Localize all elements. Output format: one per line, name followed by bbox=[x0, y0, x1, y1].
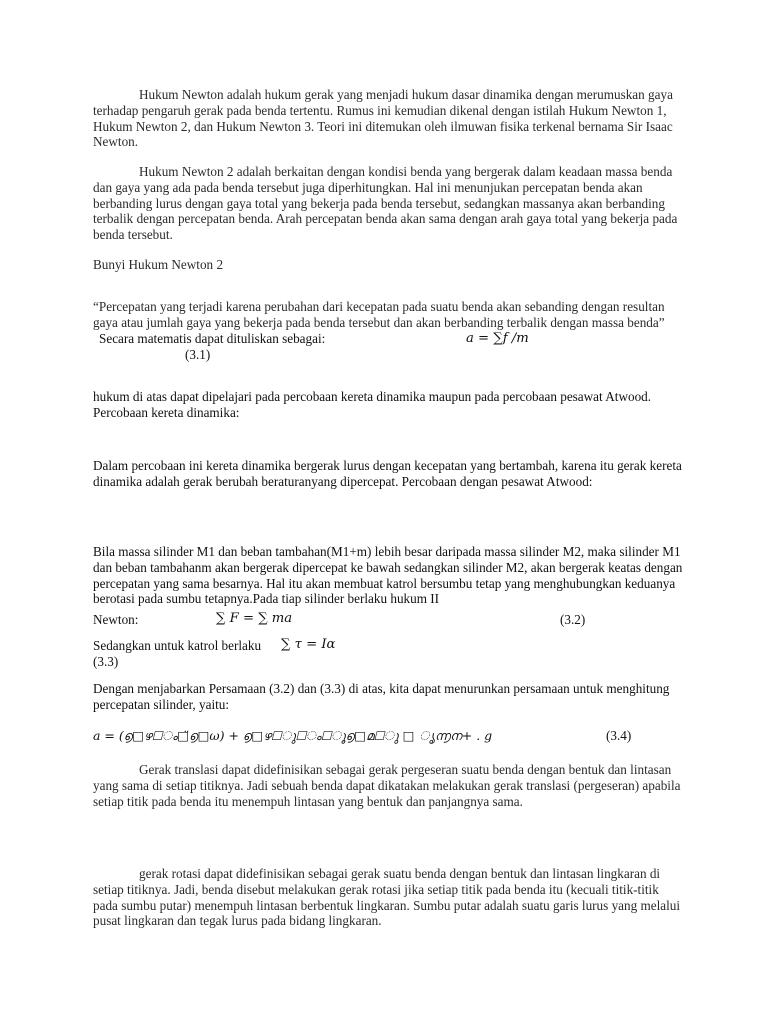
paragraph-kereta-dinamika: Dalam percobaan ini kereta dinamika bergerak lurus dengan kecepatan yang bertambah, karena itu gerak kereta dinamika adalah gerak berubah beraturanyang dipercepat. Percobaan dengan pesawat Atwood: bbox=[93, 458, 682, 489]
paragraph-hukum-newton-2: Hukum Newton 2 adalah berkaitan dengan kondisi benda yang bergerak dalam keadaan massa benda dan gaya yang ada pada benda tersebut juga diperhitungkan. Hal ini menunjukan percepatan benda akan berbanding lurus dengan gaya total yang bekerja pada benda tersebut, sedangkan massanya akan berbanding terbalik dengan percepatan benda. Arah percepatan benda akan sama dengan arah gaya total yang bekerja pada benda tersebut. bbox=[93, 164, 678, 243]
equation-3-1: a = ∑f /m bbox=[466, 331, 529, 346]
equation-3-3: ∑ τ = Iα bbox=[281, 637, 336, 652]
equation-3-1-number: (3.1) bbox=[185, 347, 211, 362]
katrol-label: Sedangkan untuk katrol berlaku bbox=[93, 638, 262, 653]
paragraph-percobaan: hukum di atas dapat dipelajari pada percobaan kereta dinamika maupun pada percobaan pesawat Atwood. Percobaan kereta dinamika: bbox=[93, 389, 652, 420]
paragraph-hukum-newton: Hukum Newton adalah hukum gerak yang menjadi hukum dasar dinamika dengan merumuskan gaya terhadap pengaruh gerak pada benda tertentu. Rumus ini kemudian dikenal dengan istilah Hukum Newton 1, Hukum Newton 2, dan Hukum Newton 3. Teori ini ditemukan oleh ilmuwan fisika terkenal bernama Sir Isaac Newton. bbox=[93, 87, 673, 150]
paragraph-gerak-translasi: Gerak translasi dapat didefinisikan sebagai gerak pergeseran suatu benda dengan bentuk dan lintasan yang sama di setiap titiknya. Jadi sebuah benda dapat dikatakan melakukan gerak translasi (pergeseran) apabila setiap titik pada benda itu menempuh lintasan yang bentuk dan panjangnya sama. bbox=[93, 762, 681, 809]
paragraph-silinder: Bila massa silinder M1 dan beban tambahan(M1+m) lebih besar daripada massa silinder M2, maka silinder M1 dan beban tambahanm akan bergerak dipercepat ke bawah sedangkan silinder M2, akan bergerak keatas dengan percepatan yang sama besarnya. Hal itu akan membuat katrol bersumbu tetap yang menghubungkan keduanya berotasi pada sumbu tetapnya.Pada tiap silinder berlaku hukum II bbox=[93, 544, 683, 607]
heading-bunyi-hukum: Bunyi Hukum Newton 2 bbox=[93, 257, 224, 272]
equation-3-4-number: (3.4) bbox=[606, 728, 632, 743]
quote-text: “Percepatan yang terjadi karena perubahan dari kecepatan pada suatu benda akan sebanding dengan resultan gaya atau jumlah gaya yang bekerja pada benda tersebut dan akan berbanding terbalik dengan massa benda” bbox=[93, 299, 665, 330]
equation-3-3-number: (3.3) bbox=[93, 654, 119, 669]
equation-3-2-number: (3.2) bbox=[560, 612, 586, 627]
paragraph-menjabarkan: Dengan menjabarkan Persamaan (3.2) dan (3.3) di atas, kita dapat menurunkan persamaan untuk menghitung percepatan silinder, yaitu: bbox=[93, 681, 670, 712]
paragraph-gerak-rotasi: gerak rotasi dapat didefinisikan sebagai gerak suatu benda dengan bentuk dan lintasan lingkaran di setiap titiknya. Jadi, benda disebut melakukan gerak rotasi jika setiap titik pada benda itu (kecuali titik-titik pada sumbu putar) menempuh lintasan berbentuk lingkaran. Sumbu putar adalah suatu garis lurus yang melalui pusat lingkaran dan tegak lurus pada bidang lingkaran. bbox=[93, 866, 681, 929]
equation-3-2: ∑ F = ∑ ma bbox=[216, 611, 293, 626]
quote-hukum-newton-2 bbox=[93, 299, 683, 346]
quote-tail: Secara matematis dapat dituliskan sebagai: bbox=[99, 330, 326, 346]
equation-3-4: a = (൭□ഴ□ം□̈൭□ω) + ൭□ഴ□ു□ം□ൂ൭□മ□ു □ ൃ൬ന+ . g bbox=[93, 728, 493, 743]
newton-label: Newton: bbox=[93, 612, 139, 627]
